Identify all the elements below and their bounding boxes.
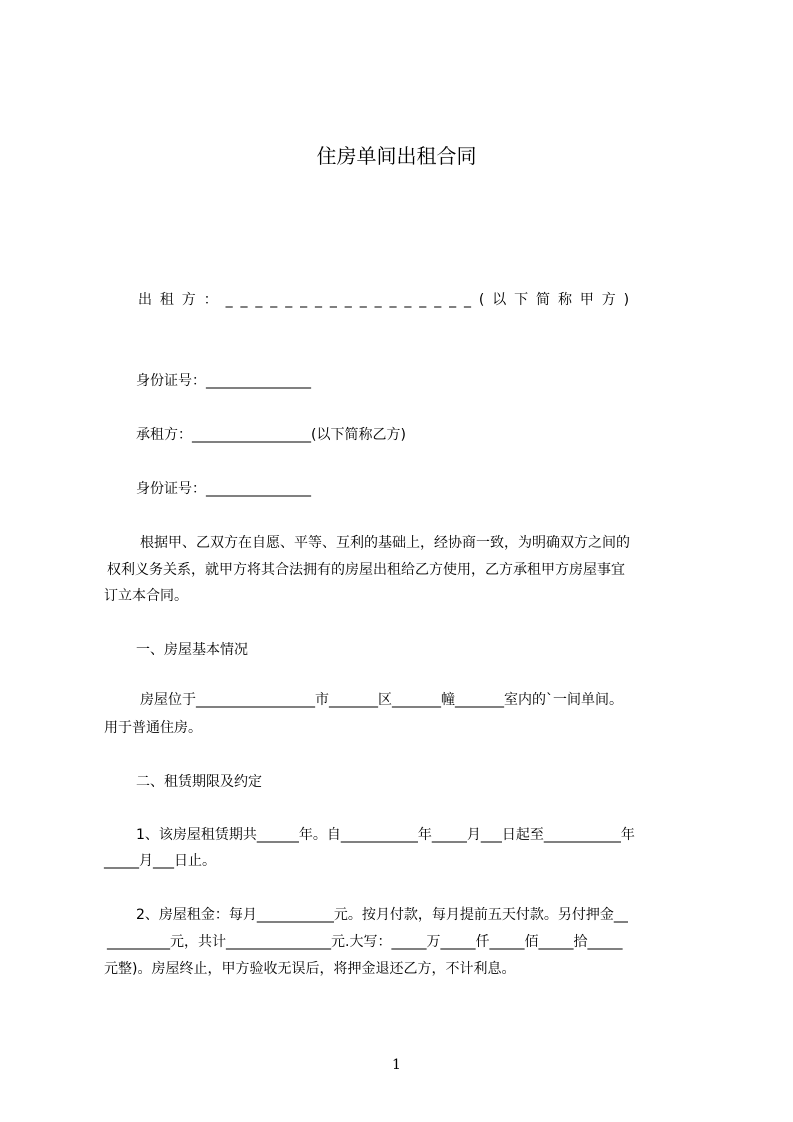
section-1-line-1: 房屋位于_________________市_______区_______幢_______室内的`一间单间。 xyxy=(140,692,623,708)
clause-1-line-2: _____月___日止。 xyxy=(104,853,216,869)
intro-line-2: 权利义务关系，就甲方将其合法拥有的房屋出租给乙方使用，乙方承租甲方房屋事宜 xyxy=(107,562,625,578)
clause-2-line-1: 2、房屋租金：每月___________元。按月付款，每月提前五天付款。另付押金__ xyxy=(136,907,628,923)
page-number: 1 xyxy=(392,1057,401,1073)
intro-line-3: 订立本合同。 xyxy=(104,588,188,604)
lessee-line: 承租方：_________________(以下简称乙方) xyxy=(136,427,406,443)
lessee-id-line: 身份证号：_______________ xyxy=(136,481,311,497)
lessor-line: 出租方：_________________(以下简称甲方) xyxy=(138,292,638,308)
clause-2-line-3: 元整)。房屋终止，甲方验收无误后，将押金退还乙方，不计利息。 xyxy=(104,961,516,977)
section-1-heading: 一、房屋基本情况 xyxy=(136,642,248,658)
clause-2-line-2: _________元，共计_______________元.大写：_____万_____仟_____佰_____拾_____ xyxy=(107,934,623,950)
section-2-heading: 二、租赁期限及约定 xyxy=(136,774,262,790)
lessor-id-line: 身份证号：_______________ xyxy=(136,373,311,389)
clause-1-line-1: 1、该房屋租赁期共______年。自___________年_____月___日起至___________年 xyxy=(136,827,635,843)
intro-line-1: 根据甲、乙双方在自愿、平等、互利的基础上，经协商一致，为明确双方之间的 xyxy=(140,535,630,551)
section-1-line-2: 用于普通住房。 xyxy=(104,720,202,736)
document-title: 住房单间出租合同 xyxy=(316,144,477,168)
